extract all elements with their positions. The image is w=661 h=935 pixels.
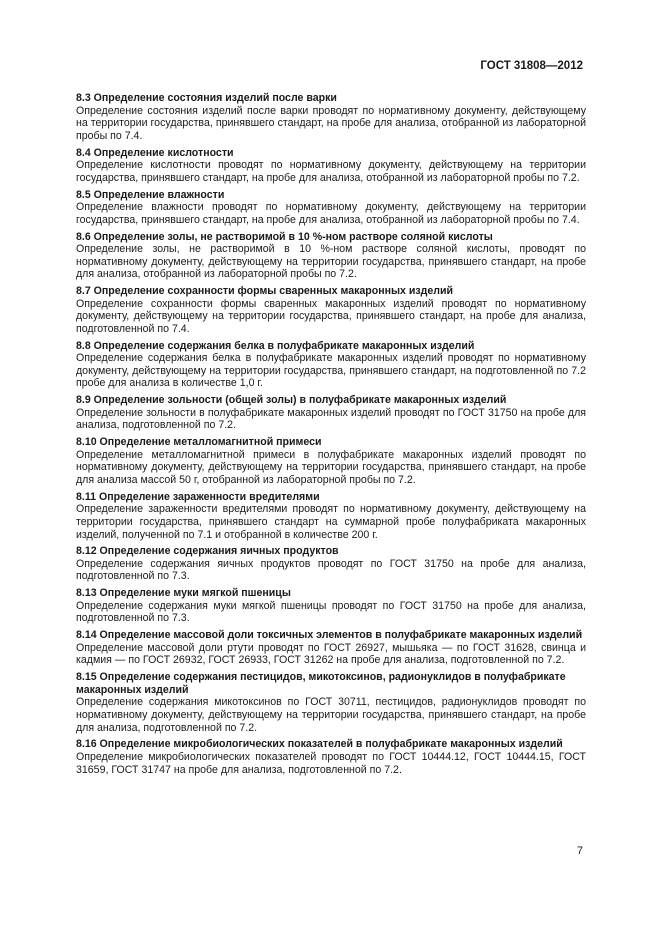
section-8-9	[76, 394, 586, 432]
section-8-15	[76, 671, 586, 734]
section-text: Определение микробиологических показателей проводят по ГОСТ 10444.12, ГОСТ 10444.15, ГОСТ 31659, ГОСТ 31747 на пробе для анализа, подготовленной по 7.2.	[76, 750, 586, 776]
section-8-16	[76, 738, 586, 776]
section-text: Определение влажности проводят по нормативному документу, действующему на территории государства, принявшего стандарт, на пробе для анализа, отобранной из лабораторной пробы по 7.4.	[76, 201, 586, 226]
section-title: 8.4 Определение кислотности	[76, 146, 234, 159]
section-title: 8.7 Определение сохранности формы сваренных макаронных изделий	[76, 285, 454, 298]
section-title: 8.8 Определение содержания белка в полуфабрикате макаронных изделий	[76, 339, 475, 352]
section-8-12	[76, 545, 586, 583]
section-text: Определение содержания яичных продуктов проводят по ГОСТ 31750 на пробе для анализа, подготовленной по 7.3.	[76, 557, 586, 583]
section-title: 8.12 Определение содержания яичных продуктов	[76, 545, 339, 558]
section-8-5	[76, 189, 586, 227]
section-text: Определение зольности в полуфабрикате макаронных изделий проводят по ГОСТ 31750 на пробе для анализа, подготовленной по 7.2.	[76, 406, 586, 432]
section-text: Определение зараженности вредителями проводят по нормативному документу, действующему на территории государства, принявшего стандарт на суммарной пробе полуфабриката макаронных изделий, полученной по 7.1 и отобранной в количестве 200 г.	[76, 503, 586, 541]
section-title: 8.9 Определение зольности (общей золы) в полуфабрикате макаронных изделий	[76, 394, 507, 407]
section-title: 8.16 Определение микробиологических показателей в полуфабрикате макаронных изделий	[76, 738, 563, 751]
section-title: 8.10 Определение металломагнитной примеси	[76, 436, 322, 449]
section-text: Определение содержания микотоксинов по ГОСТ 30711, пестицидов, радионуклидов проводят по нормативному документу, действующему на территории государства, принявшего стандарт, на пробе для анализа, подготовленной по 7.2.	[76, 696, 586, 734]
section-text: Определение содержания белка в полуфабрикате макаронных изделий проводят по нормативному документу, действующему на территории государства, принявшего стандарт, на подготовленной по 7.2 пробе для анализа в количестве 1,0 г.	[76, 352, 586, 390]
document-code: ГОСТ 31808—2012	[480, 60, 583, 72]
section-text: Определение сохранности формы сваренных макаронных изделий проводят по нормативному документу, действующему на территории государства, принявшего стандарт, на пробе для анализа, подготовленной по 7.4.	[76, 297, 586, 335]
section-title: 8.5 Определение влажности	[76, 188, 225, 201]
page-number: 7	[576, 845, 583, 857]
section-8-7	[76, 285, 586, 335]
section-text: Определение металломагнитной примеси в полуфабрикате макаронных изделий проводят по нормативному документу, действующему на территории государства, принявшего стандарт, на пробе для анализа массой 50 г, отобранной из лабораторной пробы по 7.2.	[76, 448, 586, 486]
section-title: 8.6 Определение золы, не растворимой в 10 %-ном растворе соляной кислоты	[76, 230, 493, 243]
section-text: Определение кислотности проводят по нормативному документу, действующему на территории государства, принявшего стандарт, на пробе для анализа, отобранной из лабораторной пробы по 7.2.	[76, 159, 586, 184]
section-8-6	[76, 231, 586, 281]
section-title: 8.15 Определение содержания пестицидов, микотоксинов, радионуклидов в полуфабрикате макаронных изделий	[76, 671, 566, 696]
section-title: 8.14 Определение массовой доли токсичных элементов в полуфабрикате макаронных изделий	[76, 629, 583, 642]
section-text: Определение состояния изделий после варки проводят по нормативному документу, действующему на территории государства, принявшего стандарт, на пробе для анализа, отобранной из лабораторной пробы по 7.4.	[76, 104, 586, 142]
section-8-13	[76, 587, 586, 625]
section-text: Определение содержания муки мягкой пшеницы проводят по ГОСТ 31750 на пробе для анализа, подготовленной по 7.3.	[76, 599, 586, 625]
section-title: 8.11 Определение зараженности вредителями	[76, 490, 320, 503]
section-8-10	[76, 436, 586, 486]
section-8-4	[76, 147, 586, 185]
section-text: Определение массовой доли ртути проводят по ГОСТ 26927, мышьяка — по ГОСТ 31628, свинца и кадмия — по ГОСТ 26932, ГОСТ 26933, ГОСТ 31262 на пробе для анализа, подготовленной по 7.2.	[76, 641, 586, 667]
section-title: 8.3 Определение состояния изделий после варки	[76, 92, 337, 104]
section-8-14	[76, 629, 586, 667]
section-8-11	[76, 491, 586, 541]
document-body	[76, 92, 586, 780]
section-title: 8.13 Определение муки мягкой пшеницы	[76, 587, 291, 600]
section-8-8	[76, 340, 586, 390]
section-8-3	[76, 92, 586, 142]
section-text: Определение золы, не растворимой в 10 %-ном растворе соляной кислоты, проводят по нормативному документу, действующему на территории государства, принявшего стандарт, на пробе для анализа, отобранной из лабораторной пробы по 7.2.	[76, 243, 586, 281]
